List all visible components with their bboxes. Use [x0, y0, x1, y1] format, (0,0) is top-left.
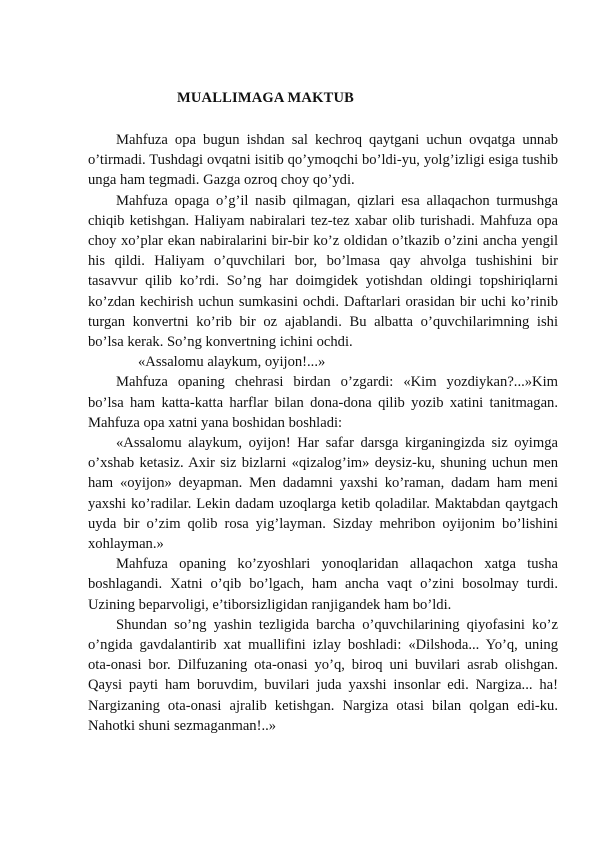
document-body: [88, 130, 558, 736]
paragraph-7: Shundan so’ng yashin tezligida barcha o’quvchilarining qiyofasini ko’z o’ngida gavdalantirib xat muallifini izlay boshladi: «Dilshoda... Yo’q, uning ota-onasi bor. Dilfuzaning ota-onasi yo’q, biroq uni buvilari asrab olishgan. Qaysi payti ham boruvdim, buvilari juda yaxshi insonlar edi. Nargiza... ha! Nargizaning ota-onasi ajralib ketishgan. Nargiza otasi bilan qolgan edi-ku. Nahotki shuni sezmaganman!..»: [88, 616, 558, 734]
paragraph-2: Mahfuza opaga o’g’il nasib qilmagan, qizlari esa allaqachon turmushga chiqib ketishgan. Haliyam nabiralari tez-tez xabar olib turishadi. Mahfuza opa choy xo’plar ekan nabiralarini bir-bir ko’z oldidan o’tkazib o’zini ancha yengil his qildi. Haliyam o’quvchilari bor, bo’lmasa qay ahvolga tushishini bir tasavvur qilib ko’rdi. So’ng har doimgidek yotishdan oldingi topshiriqlarni ko’zdan kechirish uchun sumkasini ochdi. Daftarlari orasidan bir uchi ko’rinib turgan konvertni ko’rib bir oz ajablandi. Bu albatta o’quvchilarimning ishi bo’lsa kerak. So’ng konvertning ichini ochdi.: [88, 192, 558, 351]
paragraph-6: Mahfuza opaning ko’zyoshlari yonoqlaridan allaqachon xatga tusha boshlagandi. Xatni o’qib bo’lgach, ham ancha vaqt o’zini bosolmay turdi. Uzining beparvoligi, e’tiborsizligidan ranjigandek ham bo’ldi.: [88, 556, 558, 613]
paragraph-4: Mahfuza opaning chehrasi birdan o’zgardi: «Kim yozdiykan?...»Kim bo’lsa ham katta-katta harflar bilan dona-dona qilib yozib xatini tanitmagan. Mahfuza opa xatni yana boshidan boshladi:: [88, 374, 558, 431]
document-title: MUALLIMAGA MAKTUB: [177, 90, 354, 106]
paragraph-3-greeting: «Assalomu alaykum, oyijon!...»: [138, 354, 326, 371]
paragraph-5-letter: «Assalomu alaykum, oyijon! Har safar darsga kirganingizda siz oyimga o’xshab ketasiz. Axir siz bizlarni «qizalog’im» deysiz-ku, shuning uchun men ham «oyijon» deyapman. Men dadamni yaxshi ko’raman, dadam ham meni yaxshi ko’radilar. Lekin dadam uzoqlarga ketib qoladilar. Maktabdan qaytgach uyda bir o’zim qolib rosa yig’layman. Sizday mehribon oyijonim bo’lishini xohlayman.»: [88, 435, 558, 553]
paragraph-1: Mahfuza opa bugun ishdan sal kechroq qaytgani uchun ovqatga unnab o’tirmadi. Tushdagi ovqatni isitib qo’ymoqchi bo’ldi-yu, yolg’izligi esiga tushib unga ham tegmadi. Gazga ozroq choy qo’ydi.: [88, 132, 558, 189]
